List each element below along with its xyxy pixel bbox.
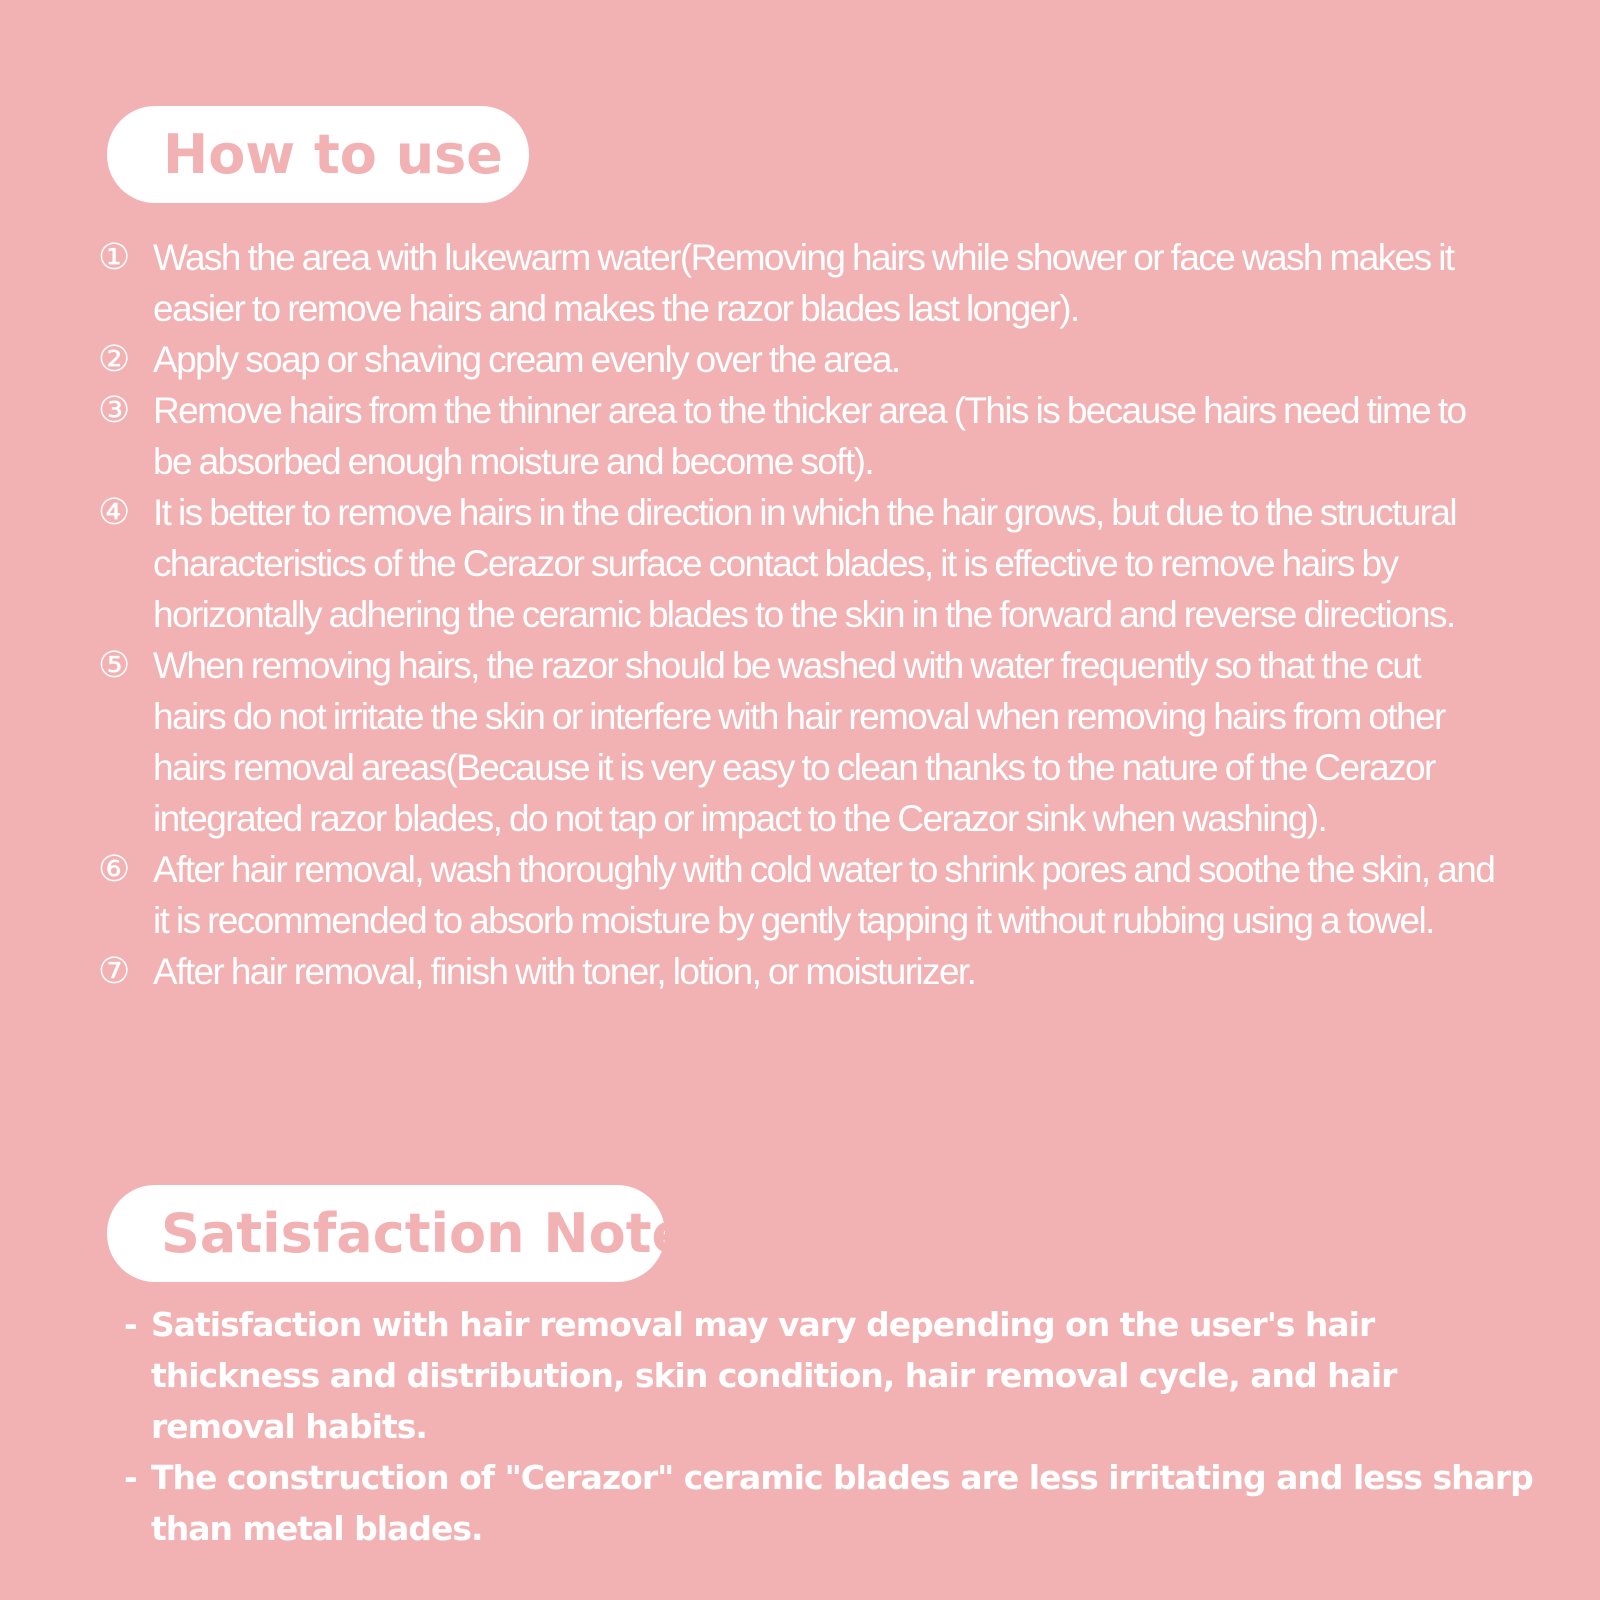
step-text: When removing hairs, the razor should be washed with water frequently so that the cut hairs do not irritate the skin or interfere with hair removal when removing hairs from other hairs removal areas(Because it is very easy to clean thanks to the nature of the Cerazor integrated razor blades, do not tap or impact to the Cerazor sink when washing). [153, 645, 1445, 839]
step-item [98, 844, 1498, 946]
note-dash: - [124, 1458, 137, 1497]
step-text: After hair removal, wash thoroughly with cold water to shrink pores and soothe the skin, and it is recommended to absorb moisture by gently tapping it without rubbing using a towel. [153, 849, 1495, 941]
step-text: It is better to remove hairs in the direction in which the hair grows, but due to the structural characteristics of the Cerazor surface contact blades, it is effective to remove hairs by horizontally adhering the ceramic blades to the skin in the forward and reverse directions. [153, 492, 1456, 635]
note-dash: - [124, 1305, 137, 1344]
step-number: ⑥ [98, 849, 131, 890]
step-item [98, 385, 1498, 487]
step-item [98, 640, 1498, 844]
step-text: Apply soap or shaving cream evenly over the area. [153, 339, 900, 380]
step-number: ⑦ [98, 951, 131, 992]
step-number: ④ [98, 492, 131, 533]
step-number: ② [98, 339, 131, 380]
step-number: ⑤ [98, 645, 131, 686]
note-text: The construction of "Cerazor" ceramic blades are less irritating and less sharp than metal blades. [151, 1458, 1533, 1548]
step-item [98, 232, 1498, 334]
step-number: ③ [98, 390, 131, 431]
step-text: Wash the area with lukewarm water(Removing hairs while shower or face wash makes it easier to remove hairs and makes the razor blades last longer). [153, 237, 1454, 329]
note-item [124, 1452, 1544, 1554]
note-text: Satisfaction with hair removal may vary depending on the user's hair thickness and distribution, skin condition, hair removal cycle, and hair removal habits. [151, 1305, 1397, 1446]
how-to-use-steps [98, 232, 1498, 997]
satisfaction-notes-header [107, 1185, 721, 1282]
satisfaction-notes-list [124, 1299, 1544, 1554]
how-to-use-title: How to use [163, 122, 503, 186]
note-item [124, 1299, 1544, 1452]
satisfaction-notes-title: Satisfaction Notes [161, 1201, 721, 1265]
step-item [98, 334, 1498, 385]
step-text: Remove hairs from the thinner area to the thicker area (This is because hairs need time to be absorbed enough moisture and become soft). [153, 390, 1466, 482]
step-number: ① [98, 237, 131, 278]
how-to-use-header [107, 106, 529, 203]
step-text: After hair removal, finish with toner, lotion, or moisturizer. [153, 951, 976, 992]
step-item [98, 487, 1498, 640]
step-item [98, 946, 1498, 997]
